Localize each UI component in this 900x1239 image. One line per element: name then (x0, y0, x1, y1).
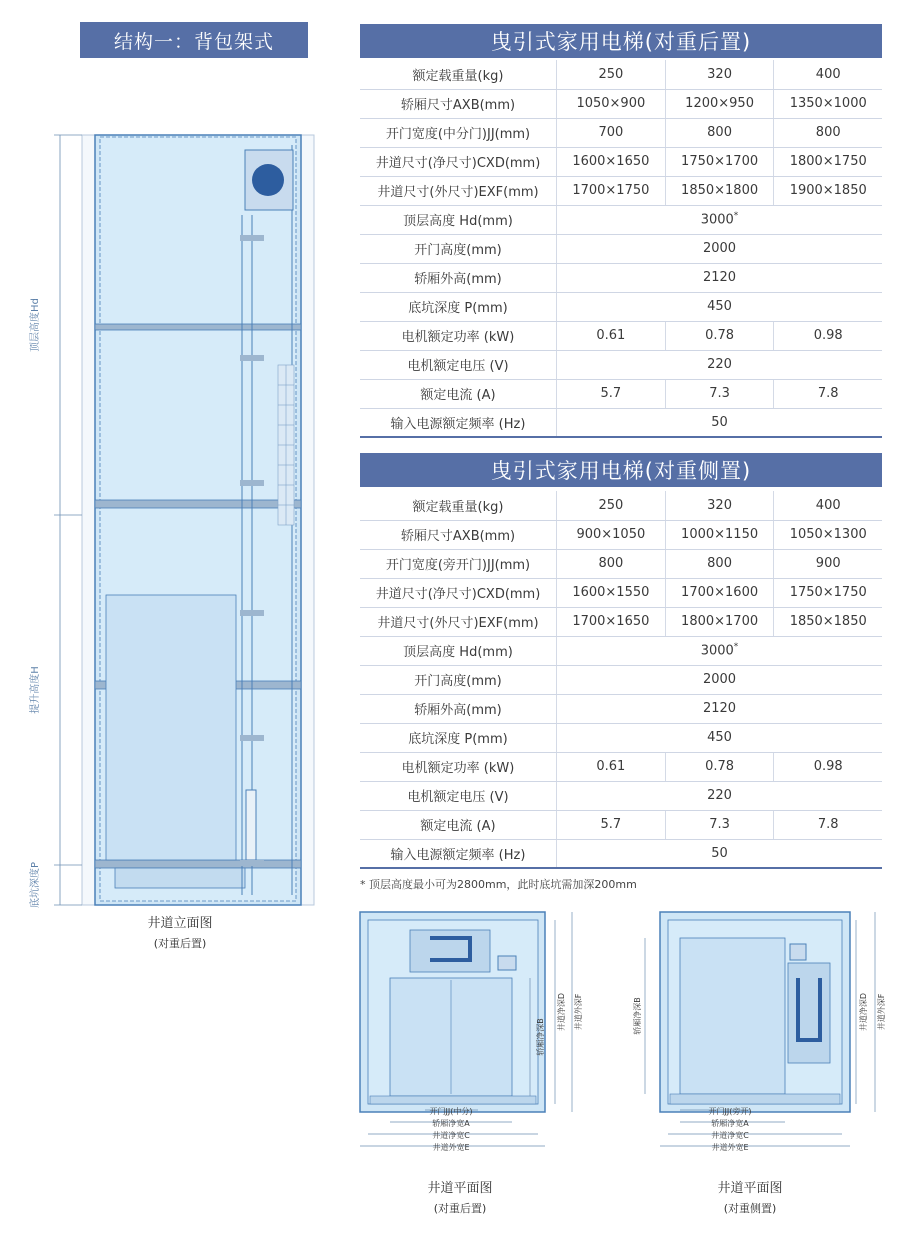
spec-value: 0.78 (665, 321, 774, 350)
spec-label: 电机额定功率 (kW) (360, 752, 557, 781)
spec-value: 1800×1700 (665, 607, 774, 636)
spec-value: 1850×1850 (774, 607, 882, 636)
shaft-width-label-side: 井道净宽C (711, 1131, 749, 1140)
spec-value: 1200×950 (665, 89, 774, 118)
spec-row (360, 752, 882, 781)
spec-label: 井道尺寸(净尺寸)CXD(mm) (360, 147, 557, 176)
plan-rear-caption (390, 1177, 530, 1216)
spec-row (360, 694, 882, 723)
spec-label: 轿厢尺寸AXB(mm) (360, 520, 557, 549)
spec-row (360, 839, 882, 868)
footnote-mark: * (733, 642, 739, 653)
spec-value: 1700×1600 (665, 578, 774, 607)
spec-value: 0.98 (774, 752, 882, 781)
spec-value: 800 (665, 118, 774, 147)
spec-label: 顶层高度 Hd(mm) (360, 205, 557, 234)
spec-label: 井道尺寸(外尺寸)EXF(mm) (360, 176, 557, 205)
spec-value: 1750×1750 (774, 578, 882, 607)
spec-value: 2120 (557, 694, 883, 723)
spec-row (360, 578, 882, 607)
spec-value: 900 (774, 549, 882, 578)
car-width-label: 轿厢净宽A (432, 1119, 470, 1128)
spec-label: 输入电源额定频率 (Hz) (360, 839, 557, 868)
door-width-label-side: 开门JJ(旁开) (708, 1107, 752, 1116)
spec-row (360, 147, 882, 176)
top-height-label: 顶层高度Hd (30, 298, 41, 352)
spec-value: 0.61 (557, 752, 666, 781)
spec-label: 底坑深度 P(mm) (360, 292, 557, 321)
pit-depth-label: 底坑深度P (30, 861, 41, 909)
spec-label: 轿厢尺寸AXB(mm) (360, 89, 557, 118)
spec-value: 1050×1300 (774, 520, 882, 549)
spec-row (360, 520, 882, 549)
car-depth-label: 轿厢净深B (536, 1018, 545, 1056)
spec-label: 顶层高度 Hd(mm) (360, 636, 557, 665)
spec-label: 额定电流 (A) (360, 810, 557, 839)
spec-label: 电机额定电压 (V) (360, 350, 557, 379)
spec-row (360, 810, 882, 839)
spec-label: 开门高度(mm) (360, 665, 557, 694)
spec-label: 轿厢外高(mm) (360, 263, 557, 292)
travel-height-label: 提升高度H (30, 666, 41, 714)
plan-side-caption-sub: (对重侧置) (723, 1202, 777, 1215)
spec-row (360, 379, 882, 408)
spec-row (360, 665, 882, 694)
spec-value: 400 (774, 491, 882, 520)
elevation-caption-title: 井道立面图 (147, 916, 213, 931)
spec-value: 450 (557, 723, 883, 752)
elevation-caption-sub: (对重后置) (153, 937, 207, 950)
spec-value: 400 (774, 60, 882, 89)
footnote-mark: * (733, 211, 739, 222)
shaft-ext-width-label-side: 井道外宽E (711, 1143, 749, 1152)
spec-label: 轿厢外高(mm) (360, 694, 557, 723)
spec-row (360, 205, 882, 234)
plan-drawing-rear (350, 908, 600, 1173)
spec-value: 250 (557, 60, 666, 89)
plan-rear-caption-title: 井道平面图 (427, 1181, 493, 1196)
elevation-caption (110, 912, 250, 951)
spec-row (360, 723, 882, 752)
spec-value: 320 (665, 491, 774, 520)
spec-value: 2120 (557, 263, 883, 292)
spec-label: 井道尺寸(外尺寸)EXF(mm) (360, 607, 557, 636)
spec-row (360, 234, 882, 263)
spec-value: 1900×1850 (774, 176, 882, 205)
spec-row (360, 263, 882, 292)
spec-value: 3000* (557, 205, 883, 234)
spec-value: 7.8 (774, 810, 882, 839)
spec-value: 1600×1550 (557, 578, 666, 607)
door-width-label: 开门JJ(中分) (429, 1107, 473, 1116)
car-depth-label-side: 轿厢净深B (633, 997, 642, 1035)
spec-label: 底坑深度 P(mm) (360, 723, 557, 752)
spec-row (360, 491, 882, 520)
spec-value: 700 (557, 118, 666, 147)
spec-row (360, 292, 882, 321)
table2-title: 曳引式家用电梯(对重侧置) (360, 453, 882, 487)
spec-label: 电机额定电压 (V) (360, 781, 557, 810)
spec-value: 5.7 (557, 379, 666, 408)
spec-value: 250 (557, 491, 666, 520)
spec-label: 开门宽度(旁开门)JJ(mm) (360, 549, 557, 578)
spec-value: 50 (557, 839, 883, 868)
spec-value: 1700×1750 (557, 176, 666, 205)
shaft-ext-width-label: 井道外宽E (432, 1143, 470, 1152)
section-title: 结构一：背包架式 (80, 22, 308, 58)
shaft-depth-label: 井道净深D (557, 992, 566, 1032)
shaft-depth-label-side: 井道净深D (859, 992, 868, 1032)
spec-value: 3000* (557, 636, 883, 665)
spec-label: 额定载重量(kg) (360, 491, 557, 520)
plan-rear-caption-sub: (对重后置) (433, 1202, 487, 1215)
spec-value: 800 (557, 549, 666, 578)
table1-title: 曳引式家用电梯(对重后置) (360, 24, 882, 58)
spec-value: 1800×1750 (774, 147, 882, 176)
spec-label: 输入电源额定频率 (Hz) (360, 408, 557, 437)
spec-value: 1700×1650 (557, 607, 666, 636)
spec-value: 1050×900 (557, 89, 666, 118)
plan-drawing-side (630, 908, 890, 1173)
spec-value: 1600×1650 (557, 147, 666, 176)
spec-label: 开门高度(mm) (360, 234, 557, 263)
shaft-ext-depth-label: 井道外深F (574, 993, 583, 1031)
spec-value: 2000 (557, 665, 883, 694)
spec-label: 井道尺寸(净尺寸)CXD(mm) (360, 578, 557, 607)
spec-value: 1000×1150 (665, 520, 774, 549)
spec-label: 额定载重量(kg) (360, 60, 557, 89)
spec-value: 800 (665, 549, 774, 578)
shaft-ext-depth-label-side: 井道外深F (877, 993, 886, 1031)
spec-value: 450 (557, 292, 883, 321)
spec-row (360, 781, 882, 810)
spec-row (360, 118, 882, 147)
spec-value: 0.61 (557, 321, 666, 350)
spec-row (360, 321, 882, 350)
spec-value: 0.78 (665, 752, 774, 781)
spec-value: 1350×1000 (774, 89, 882, 118)
spec-value: 220 (557, 350, 883, 379)
spec-row (360, 636, 882, 665)
spec-row (360, 607, 882, 636)
spec-row (360, 60, 882, 89)
spec-value: 900×1050 (557, 520, 666, 549)
spec-value: 7.3 (665, 810, 774, 839)
plan-side-caption (680, 1177, 820, 1216)
spec-value: 1750×1700 (665, 147, 774, 176)
spec-value: 7.3 (665, 379, 774, 408)
spec-row (360, 549, 882, 578)
spec-table-side (360, 491, 882, 869)
spec-row (360, 350, 882, 379)
spec-value: 320 (665, 60, 774, 89)
shaft-elevation-drawing (20, 125, 320, 915)
spec-label: 电机额定功率 (kW) (360, 321, 557, 350)
footnote: * 顶层高度最小可为2800mm，此时底坑需加深200mm (360, 878, 637, 891)
spec-row (360, 408, 882, 437)
spec-value: 50 (557, 408, 883, 437)
spec-value: 2000 (557, 234, 883, 263)
spec-value: 800 (774, 118, 882, 147)
spec-value: 220 (557, 781, 883, 810)
spec-row (360, 89, 882, 118)
shaft-width-label: 井道净宽C (432, 1131, 470, 1140)
spec-label: 开门宽度(中分门)JJ(mm) (360, 118, 557, 147)
plan-side-caption-title: 井道平面图 (717, 1181, 783, 1196)
spec-value: 5.7 (557, 810, 666, 839)
spec-value: 0.98 (774, 321, 882, 350)
spec-value: 7.8 (774, 379, 882, 408)
spec-value: 1850×1800 (665, 176, 774, 205)
spec-table-rear (360, 60, 882, 438)
spec-label: 额定电流 (A) (360, 379, 557, 408)
car-width-label-side: 轿厢净宽A (711, 1119, 749, 1128)
spec-row (360, 176, 882, 205)
